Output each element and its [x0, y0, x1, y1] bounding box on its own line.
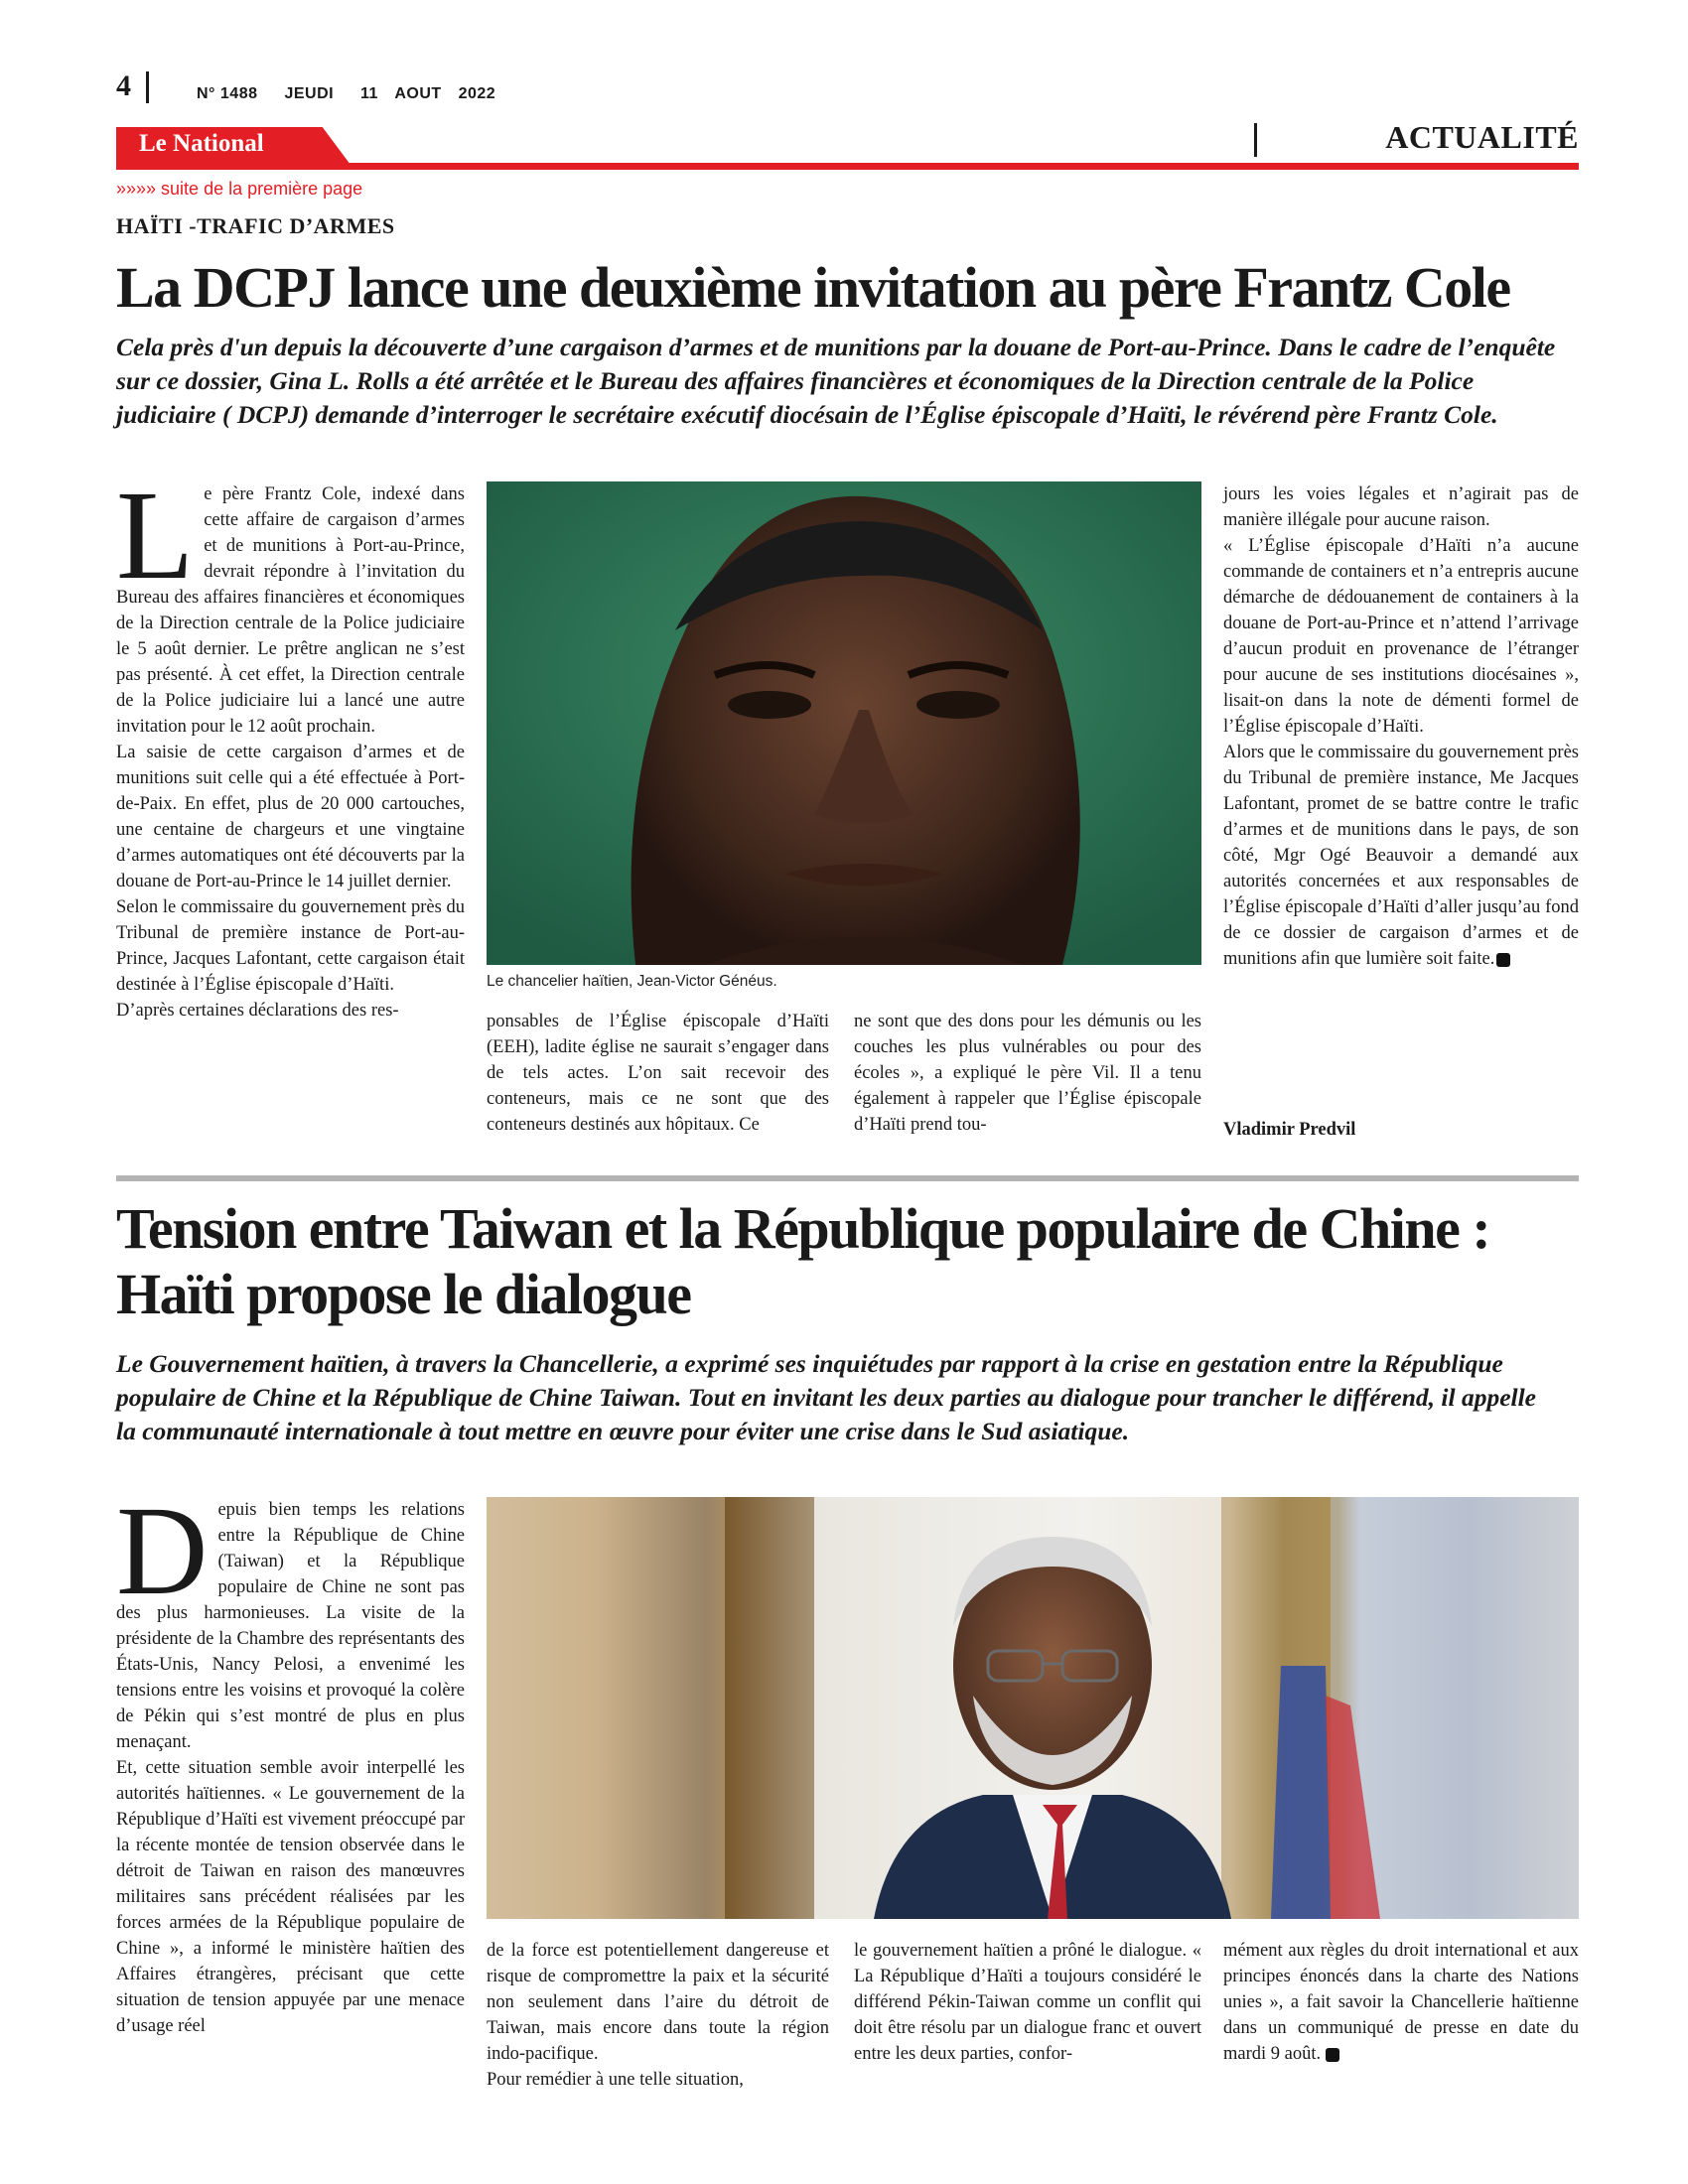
- section-divider: [1254, 123, 1257, 157]
- article2-paragraph: Pour remédier à une telle situation,: [487, 2070, 744, 2090]
- portrait-illustration: [487, 1497, 1579, 1919]
- article1-byline: Vladimir Predvil: [1223, 1120, 1356, 1140]
- article2-column-4: [1223, 1938, 1579, 2067]
- brand-logo: Le National: [139, 130, 264, 157]
- article2-dropcap: D: [116, 1480, 209, 1621]
- article1-paragraph: jours les voies légales et n’agirait pas de manière illégale pour aucune raison.: [1223, 484, 1579, 530]
- issue-month: AOUT: [394, 85, 442, 102]
- article1-portrait-photo: [487, 481, 1201, 965]
- end-mark-icon: [1326, 2048, 1339, 2062]
- article1-column-1: [116, 465, 465, 1024]
- issue-day: 11: [360, 85, 378, 102]
- page-number-divider: [146, 71, 149, 103]
- header-rule: [116, 163, 1579, 170]
- portrait-illustration: [487, 481, 1201, 965]
- article1-column-2: [487, 1009, 829, 1138]
- issue-weekday: JEUDI: [284, 85, 335, 102]
- article1-paragraph: Selon le commissaire du gouvernement près du Tribunal de première instance de Port-au-Prince, Jacques Lafontant, cette cargaison était destinée à l’Église épiscopale d’Haïti.: [116, 897, 465, 995]
- continuation-link[interactable]: »»»» suite de la première page: [116, 179, 363, 199]
- article1-category: HAÏTI -TRAFIC D’ARMES: [116, 213, 395, 238]
- end-mark-icon: [1496, 953, 1510, 967]
- article2-paragraph: epuis bien temps les relations entre la République de Chine (Taiwan) et la République populaire de Chine ne sont pas des plus harmonieuses. La visite de la présidente de la Chambre des représentants des États-Unis, Nancy Pelosi, a envenimé les tensions entre les voisins et provoqué la colère de Pékin qui s’est montré de plus en plus menaçant.: [116, 1500, 465, 1752]
- article1-photo-caption: Le chancelier haïtien, Jean-Victor Généus.: [487, 973, 777, 990]
- article-divider: [116, 1175, 1579, 1181]
- issue-year: 2022: [458, 85, 496, 102]
- article2-paragraph: de la force est potentiellement dangereuse et risque de compromettre la paix et la sécurité non seulement dans l’aire du détroit de Taiwan, mais encore dans toute la région indo-pacifique.: [487, 1941, 829, 2064]
- article1-paragraph: e père Frantz Cole, indexé dans cette affaire de cargaison d’armes et de munitions à Port-au-Prince, devrait répondre à l’invitation du Bureau des affaires financières et économiques de la Direction centrale de la Police judiciaire le 5 août dernier. Le prêtre anglican ne s’est pas présenté. À cet effet, la Direction centrale de la Police judiciaire lui a lancé une autre invitation pour le 12 août prochain.: [116, 484, 465, 737]
- article2-column-1: [116, 1480, 465, 2039]
- article1-column-3: [854, 1009, 1201, 1138]
- article2-column-3: [854, 1938, 1201, 2067]
- article1-paragraph: D’après certaines déclarations des res-: [116, 1001, 399, 1021]
- article1-closing-text: Alors que le commissaire du gouvernement près du Tribunal de première instance, Me Jacques Lafontant, promet de se battre contre le trafic d’armes et de munitions dans le pays, de son côté, Mgr Ogé Beauvoir a demandé aux autorités concernées et aux responsables de l’Église épiscopale d’Haïti d’aller jusqu’au fond de ce dossier de cargaison d’armes et de munitions afin que lumière soit faite.: [1223, 743, 1579, 969]
- article2-headline: Tension entre Taiwan et la République populaire de Chine : Haïti propose le dialogue: [116, 1196, 1490, 1326]
- article1-lead: Cela près d'un depuis la découverte d’une cargaison d’armes et de munitions par la douane de Port-au-Prince. Dans le cadre de l’enquête sur ce dossier, Gina L. Rolls a été arrêtée et le Bureau des affaires financières et économiques de la Direction centrale de la Police judiciaire ( DCPJ) demande d’interroger le secrétaire exécutif diocésain de l’Église épiscopale d’Haïti, le révérend père Frantz Cole.: [116, 333, 1556, 429]
- article1-paragraph: « L’Église épiscopale d’Haïti n’a aucune commande de containers et n’a entrepris aucune démarche de dédouanement de containers à la douane de Port-au-Prince et n’attend l’arrivage d’aucun produit en provenance de l’étranger pour aucune de ses institutions diocésaines », lisait-on dans la note de démenti formel de l’Église épiscopale d’Haïti.: [1223, 536, 1579, 737]
- article1-paragraph: ne sont que des dons pour les démunis ou les couches les plus vulnérables ou pour des écoles », a expliqué le père Vil. Il a tenu également à rappeler que l’Église épiscopale d’Haïti prend tou-: [854, 1012, 1201, 1135]
- issue-number: N° 1488: [197, 85, 258, 102]
- page-number: 4: [116, 69, 131, 102]
- article2-paragraph: le gouvernement haïtien a prôné le dialogue. « La République d’Haïti a toujours considéré le différend Pékin-Taiwan comme un conflit qui doit être résolu par un dialogue franc et ouvert entre les deux parties, confor-: [854, 1941, 1201, 2064]
- article2-lead: Le Gouvernement haïtien, à travers la Chancellerie, a exprimé ses inquiétudes par rapport à la crise en gestation entre la République populaire de Chine et la République de Chine Taiwan. Tout en invitant les deux parties au dialogue pour trancher le différend, il appelle la communauté internationale à tout mettre en œuvre pour éviter une crise dans le Sud asiatique.: [116, 1349, 1537, 1445]
- issue-line: [197, 85, 517, 103]
- article2-paragraph: Et, cette situation semble avoir interpellé les autorités haïtiennes. « Le gouvernement de la République d’Haïti est vivement préoccupé par la récente montée de tension observée dans le détroit de Taiwan en raison des manœuvres militaires sans précédent réalisées par les forces armées de la République populaire de Chine », a informé le ministère haïtien des Affaires étrangères, précisant que cette situation de tension appuyée par une menace d’usage réel: [116, 1758, 465, 2036]
- article1-column-4: [1223, 481, 1579, 972]
- article1-paragraph: ponsables de l’Église épiscopale d’Haïti (EEH), ladite église ne saurait s’engager dans de tels actes. L’on sait recevoir des conteneurs, mais ce ne sont que des conteneurs destinés aux hôpitaux. Ce: [487, 1012, 829, 1135]
- article1-paragraph: La saisie de cette cargaison d’armes et de munitions suit celle qui a été effectuée à Port-de-Paix. En effet, plus de 20 000 cartouches, une centaine de chargeurs et une vingtaine d’armes automatiques ont été découverts par la douane de Port-au-Prince le 14 juillet dernier.: [116, 743, 465, 891]
- article2-column-2: [487, 1938, 829, 2093]
- article1-paragraph: [1223, 740, 1579, 972]
- article2-closing-text: mément aux règles du droit international et aux principes énoncés dans la charte des Nations unies », a fait savoir la Chancellerie haïtienne dans un communiqué de presse en date du mardi 9 août.: [1223, 1941, 1579, 2064]
- article2-paragraph: [1223, 1938, 1579, 2067]
- article1-dropcap: L: [116, 465, 195, 606]
- section-label: ACTUALITÉ: [1385, 119, 1579, 155]
- article2-portrait-photo: [487, 1497, 1579, 1919]
- article1-headline: La DCPJ lance une deuxième invitation au père Frantz Cole: [116, 255, 1510, 320]
